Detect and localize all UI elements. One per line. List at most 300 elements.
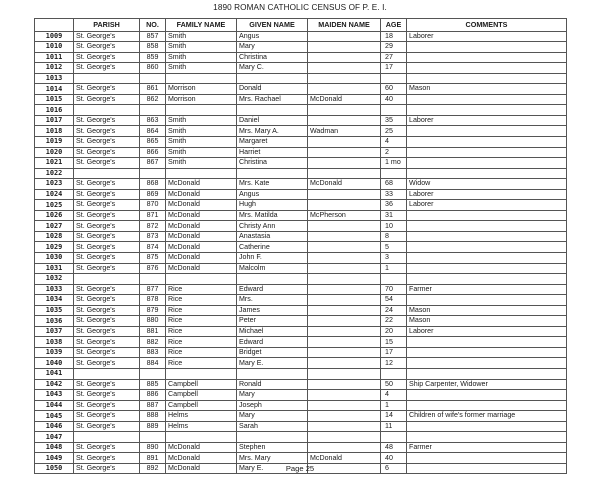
household-number-cell: 883 bbox=[140, 347, 166, 358]
given-name-cell: Michael bbox=[237, 326, 308, 337]
household-number-cell: 891 bbox=[140, 453, 166, 464]
given-name-cell: Daniel bbox=[237, 115, 308, 126]
table-row bbox=[35, 453, 567, 464]
family-name-cell: Rice bbox=[166, 295, 237, 306]
household-number-cell: 892 bbox=[140, 463, 166, 474]
family-name-cell: Campbell bbox=[166, 390, 237, 401]
parish-cell: St. George's bbox=[74, 158, 140, 169]
comments-cell: Laborer bbox=[407, 189, 567, 200]
parish-cell: St. George's bbox=[74, 126, 140, 137]
table-row bbox=[35, 126, 567, 137]
comments-cell bbox=[407, 158, 567, 169]
census-table bbox=[34, 18, 567, 474]
record-number-cell: 1020 bbox=[35, 147, 74, 158]
household-number-cell: 885 bbox=[140, 379, 166, 390]
age-cell: 25 bbox=[381, 126, 407, 137]
record-number-cell: 1027 bbox=[35, 221, 74, 232]
table-row bbox=[35, 390, 567, 401]
maiden-name-cell bbox=[308, 115, 381, 126]
column-header-family-name: FAMILY NAME bbox=[166, 19, 237, 32]
parish-cell: St. George's bbox=[74, 221, 140, 232]
given-name-cell: Anastasia bbox=[237, 231, 308, 242]
table-row bbox=[35, 274, 567, 285]
age-cell: 1 bbox=[381, 263, 407, 274]
record-number-cell: 1017 bbox=[35, 115, 74, 126]
record-number-cell: 1040 bbox=[35, 358, 74, 369]
record-number-cell: 1014 bbox=[35, 84, 74, 95]
table-header bbox=[35, 19, 567, 32]
age-cell: 3 bbox=[381, 252, 407, 263]
page-title: 1890 ROMAN CATHOLIC CENSUS OF P. E. I. bbox=[213, 3, 387, 12]
parish-cell bbox=[74, 168, 140, 179]
maiden-name-cell bbox=[308, 105, 381, 116]
column-header-given-name: GIVEN NAME bbox=[237, 19, 308, 32]
household-number-cell: 872 bbox=[140, 221, 166, 232]
maiden-name-cell bbox=[308, 221, 381, 232]
age-cell: 17 bbox=[381, 347, 407, 358]
maiden-name-cell bbox=[308, 284, 381, 295]
table-row bbox=[35, 347, 567, 358]
given-name-cell: Mary bbox=[237, 390, 308, 401]
given-name-cell bbox=[237, 73, 308, 84]
family-name-cell: Smith bbox=[166, 147, 237, 158]
given-name-cell bbox=[237, 274, 308, 285]
parish-cell: St. George's bbox=[74, 147, 140, 158]
household-number-cell: 863 bbox=[140, 115, 166, 126]
family-name-cell: McDonald bbox=[166, 221, 237, 232]
comments-cell bbox=[407, 295, 567, 306]
parish-cell: St. George's bbox=[74, 411, 140, 422]
given-name-cell: Christy Ann bbox=[237, 221, 308, 232]
table-row bbox=[35, 200, 567, 211]
household-number-cell: 858 bbox=[140, 42, 166, 53]
household-number-cell: 870 bbox=[140, 200, 166, 211]
parish-cell bbox=[74, 369, 140, 380]
household-number-cell: 880 bbox=[140, 316, 166, 327]
table-row bbox=[35, 94, 567, 105]
parish-cell: St. George's bbox=[74, 231, 140, 242]
maiden-name-cell bbox=[308, 432, 381, 443]
record-number-cell: 1034 bbox=[35, 295, 74, 306]
age-cell: 27 bbox=[381, 52, 407, 63]
record-number-cell: 1022 bbox=[35, 168, 74, 179]
given-name-cell: Mary E. bbox=[237, 358, 308, 369]
maiden-name-cell: McPherson bbox=[308, 210, 381, 221]
maiden-name-cell bbox=[308, 168, 381, 179]
maiden-name-cell bbox=[308, 369, 381, 380]
maiden-name-cell bbox=[308, 274, 381, 285]
household-number-cell bbox=[140, 168, 166, 179]
parish-cell: St. George's bbox=[74, 63, 140, 74]
page-number: Page 25 bbox=[285, 464, 315, 473]
comments-cell bbox=[407, 221, 567, 232]
given-name-cell: John F. bbox=[237, 252, 308, 263]
age-cell: 35 bbox=[381, 115, 407, 126]
comments-cell bbox=[407, 42, 567, 53]
record-number-cell: 1049 bbox=[35, 453, 74, 464]
family-name-cell bbox=[166, 168, 237, 179]
maiden-name-cell bbox=[308, 316, 381, 327]
age-cell: 18 bbox=[381, 31, 407, 42]
record-number-cell: 1044 bbox=[35, 400, 74, 411]
age-cell: 54 bbox=[381, 295, 407, 306]
maiden-name-cell bbox=[308, 347, 381, 358]
age-cell: 1 mo bbox=[381, 158, 407, 169]
household-number-cell: 875 bbox=[140, 252, 166, 263]
maiden-name-cell bbox=[308, 42, 381, 53]
comments-cell bbox=[407, 73, 567, 84]
maiden-name-cell bbox=[308, 84, 381, 95]
table-row bbox=[35, 316, 567, 327]
maiden-name-cell bbox=[308, 421, 381, 432]
comments-cell bbox=[407, 347, 567, 358]
comments-cell bbox=[407, 147, 567, 158]
maiden-name-cell bbox=[308, 158, 381, 169]
age-cell: 5 bbox=[381, 242, 407, 253]
family-name-cell: Smith bbox=[166, 63, 237, 74]
maiden-name-cell bbox=[308, 326, 381, 337]
household-number-cell: 864 bbox=[140, 126, 166, 137]
family-name-cell: Helms bbox=[166, 411, 237, 422]
comments-cell bbox=[407, 369, 567, 380]
household-number-cell: 867 bbox=[140, 158, 166, 169]
age-cell: 11 bbox=[381, 421, 407, 432]
maiden-name-cell bbox=[308, 200, 381, 211]
comments-cell: Mason bbox=[407, 305, 567, 316]
record-number-cell: 1025 bbox=[35, 200, 74, 211]
given-name-cell: Edward bbox=[237, 337, 308, 348]
age-cell: 2 bbox=[381, 147, 407, 158]
parish-cell: St. George's bbox=[74, 136, 140, 147]
record-number-cell: 1045 bbox=[35, 411, 74, 422]
given-name-cell: Mrs. Mary A. bbox=[237, 126, 308, 137]
record-number-cell: 1011 bbox=[35, 52, 74, 63]
record-number-cell: 1019 bbox=[35, 136, 74, 147]
household-number-cell: 876 bbox=[140, 263, 166, 274]
table-row bbox=[35, 115, 567, 126]
parish-cell: St. George's bbox=[74, 189, 140, 200]
comments-cell bbox=[407, 210, 567, 221]
comments-cell bbox=[407, 421, 567, 432]
comments-cell: Farmer bbox=[407, 284, 567, 295]
table-row bbox=[35, 263, 567, 274]
family-name-cell: Rice bbox=[166, 316, 237, 327]
family-name-cell bbox=[166, 73, 237, 84]
age-cell bbox=[381, 274, 407, 285]
parish-cell bbox=[74, 73, 140, 84]
record-number-cell: 1029 bbox=[35, 242, 74, 253]
comments-cell bbox=[407, 242, 567, 253]
age-cell: 14 bbox=[381, 411, 407, 422]
family-name-cell: Smith bbox=[166, 42, 237, 53]
given-name-cell: Sarah bbox=[237, 421, 308, 432]
parish-cell: St. George's bbox=[74, 200, 140, 211]
column-header-comments: COMMENTS bbox=[407, 19, 567, 32]
comments-cell bbox=[407, 337, 567, 348]
given-name-cell: Edward bbox=[237, 284, 308, 295]
parish-cell: St. George's bbox=[74, 358, 140, 369]
maiden-name-cell bbox=[308, 263, 381, 274]
table-row bbox=[35, 337, 567, 348]
maiden-name-cell bbox=[308, 136, 381, 147]
table-row bbox=[35, 295, 567, 306]
column-header-age: AGE bbox=[381, 19, 407, 32]
maiden-name-cell: McDonald bbox=[308, 453, 381, 464]
table-row bbox=[35, 305, 567, 316]
age-cell bbox=[381, 432, 407, 443]
maiden-name-cell bbox=[308, 189, 381, 200]
given-name-cell: Mrs. Kate bbox=[237, 179, 308, 190]
household-number-cell: 888 bbox=[140, 411, 166, 422]
age-cell: 15 bbox=[381, 337, 407, 348]
given-name-cell: Bridget bbox=[237, 347, 308, 358]
comments-cell bbox=[407, 136, 567, 147]
record-number-cell: 1050 bbox=[35, 463, 74, 474]
family-name-cell bbox=[166, 105, 237, 116]
family-name-cell: Rice bbox=[166, 284, 237, 295]
household-number-cell: 873 bbox=[140, 231, 166, 242]
maiden-name-cell bbox=[308, 295, 381, 306]
comments-cell: Laborer bbox=[407, 31, 567, 42]
parish-cell: St. George's bbox=[74, 179, 140, 190]
table-row bbox=[35, 147, 567, 158]
parish-cell: St. George's bbox=[74, 463, 140, 474]
family-name-cell bbox=[166, 274, 237, 285]
table-row bbox=[35, 42, 567, 53]
given-name-cell: Margaret bbox=[237, 136, 308, 147]
given-name-cell: Angus bbox=[237, 189, 308, 200]
parish-cell: St. George's bbox=[74, 421, 140, 432]
parish-cell: St. George's bbox=[74, 295, 140, 306]
family-name-cell: Smith bbox=[166, 136, 237, 147]
household-number-cell bbox=[140, 274, 166, 285]
parish-cell: St. George's bbox=[74, 42, 140, 53]
parish-cell bbox=[74, 432, 140, 443]
maiden-name-cell bbox=[308, 390, 381, 401]
parish-cell: St. George's bbox=[74, 453, 140, 464]
family-name-cell: Smith bbox=[166, 52, 237, 63]
family-name-cell: McDonald bbox=[166, 210, 237, 221]
table-row bbox=[35, 31, 567, 42]
comments-cell bbox=[407, 252, 567, 263]
record-number-cell: 1024 bbox=[35, 189, 74, 200]
maiden-name-cell bbox=[308, 147, 381, 158]
given-name-cell: Ronald bbox=[237, 379, 308, 390]
maiden-name-cell bbox=[308, 379, 381, 390]
parish-cell: St. George's bbox=[74, 284, 140, 295]
comments-cell: Laborer bbox=[407, 326, 567, 337]
table-row bbox=[35, 136, 567, 147]
maiden-name-cell bbox=[308, 411, 381, 422]
parish-cell: St. George's bbox=[74, 252, 140, 263]
given-name-cell: Stephen bbox=[237, 442, 308, 453]
record-number-cell: 1032 bbox=[35, 274, 74, 285]
maiden-name-cell bbox=[308, 242, 381, 253]
record-number-cell: 1035 bbox=[35, 305, 74, 316]
age-cell: 40 bbox=[381, 94, 407, 105]
record-number-cell: 1012 bbox=[35, 63, 74, 74]
table-row bbox=[35, 52, 567, 63]
table-row bbox=[35, 158, 567, 169]
family-name-cell: McDonald bbox=[166, 463, 237, 474]
given-name-cell bbox=[237, 105, 308, 116]
comments-cell bbox=[407, 274, 567, 285]
age-cell bbox=[381, 73, 407, 84]
household-number-cell: 878 bbox=[140, 295, 166, 306]
age-cell: 20 bbox=[381, 326, 407, 337]
family-name-cell: McDonald bbox=[166, 263, 237, 274]
table-row bbox=[35, 231, 567, 242]
comments-cell bbox=[407, 63, 567, 74]
record-number-cell: 1038 bbox=[35, 337, 74, 348]
family-name-cell: Morrison bbox=[166, 84, 237, 95]
comments-cell: Mason bbox=[407, 84, 567, 95]
household-number-cell: 857 bbox=[140, 31, 166, 42]
given-name-cell: Angus bbox=[237, 31, 308, 42]
household-number-cell bbox=[140, 105, 166, 116]
age-cell: 70 bbox=[381, 284, 407, 295]
age-cell: 29 bbox=[381, 42, 407, 53]
age-cell: 48 bbox=[381, 442, 407, 453]
family-name-cell: Morrison bbox=[166, 94, 237, 105]
table-row bbox=[35, 63, 567, 74]
maiden-name-cell: McDonald bbox=[308, 179, 381, 190]
household-number-cell bbox=[140, 369, 166, 380]
comments-cell bbox=[407, 432, 567, 443]
age-cell: 22 bbox=[381, 316, 407, 327]
parish-cell: St. George's bbox=[74, 31, 140, 42]
record-number-cell: 1042 bbox=[35, 379, 74, 390]
given-name-cell: Catherine bbox=[237, 242, 308, 253]
parish-cell: St. George's bbox=[74, 316, 140, 327]
record-number-cell: 1026 bbox=[35, 210, 74, 221]
given-name-cell: Malcolm bbox=[237, 263, 308, 274]
table-row bbox=[35, 189, 567, 200]
comments-cell: Laborer bbox=[407, 115, 567, 126]
family-name-cell: McDonald bbox=[166, 242, 237, 253]
household-number-cell: 871 bbox=[140, 210, 166, 221]
household-number-cell: 882 bbox=[140, 337, 166, 348]
given-name-cell: Mary E. bbox=[237, 463, 308, 474]
family-name-cell: Rice bbox=[166, 347, 237, 358]
given-name-cell: Hugh bbox=[237, 200, 308, 211]
table-body bbox=[35, 31, 567, 474]
given-name-cell: Mary bbox=[237, 42, 308, 53]
family-name-cell: McDonald bbox=[166, 179, 237, 190]
record-number-cell: 1030 bbox=[35, 252, 74, 263]
maiden-name-cell bbox=[308, 358, 381, 369]
given-name-cell bbox=[237, 432, 308, 443]
parish-cell: St. George's bbox=[74, 337, 140, 348]
given-name-cell: Harriet bbox=[237, 147, 308, 158]
age-cell: 40 bbox=[381, 453, 407, 464]
record-number-cell: 1039 bbox=[35, 347, 74, 358]
record-number-cell: 1033 bbox=[35, 284, 74, 295]
household-number-cell: 861 bbox=[140, 84, 166, 95]
record-number-cell: 1013 bbox=[35, 73, 74, 84]
record-number-cell: 1010 bbox=[35, 42, 74, 53]
record-number-cell: 1016 bbox=[35, 105, 74, 116]
household-number-cell: 862 bbox=[140, 94, 166, 105]
household-number-cell: 881 bbox=[140, 326, 166, 337]
maiden-name-cell bbox=[308, 252, 381, 263]
maiden-name-cell bbox=[308, 73, 381, 84]
household-number-cell: 886 bbox=[140, 390, 166, 401]
household-number-cell: 887 bbox=[140, 400, 166, 411]
age-cell: 8 bbox=[381, 231, 407, 242]
table-row bbox=[35, 73, 567, 84]
given-name-cell: Donald bbox=[237, 84, 308, 95]
record-number-cell: 1041 bbox=[35, 369, 74, 380]
record-number-cell: 1047 bbox=[35, 432, 74, 443]
given-name-cell: Mary C. bbox=[237, 63, 308, 74]
family-name-cell: Rice bbox=[166, 337, 237, 348]
record-number-cell: 1036 bbox=[35, 316, 74, 327]
age-cell: 50 bbox=[381, 379, 407, 390]
table-row bbox=[35, 421, 567, 432]
maiden-name-cell: McDonald bbox=[308, 94, 381, 105]
comments-cell bbox=[407, 390, 567, 401]
household-number-cell: 884 bbox=[140, 358, 166, 369]
household-number-cell: 860 bbox=[140, 63, 166, 74]
family-name-cell: McDonald bbox=[166, 200, 237, 211]
parish-cell: St. George's bbox=[74, 115, 140, 126]
parish-cell: St. George's bbox=[74, 52, 140, 63]
comments-cell bbox=[407, 105, 567, 116]
parish-cell: St. George's bbox=[74, 242, 140, 253]
parish-cell: St. George's bbox=[74, 210, 140, 221]
age-cell: 1 bbox=[381, 400, 407, 411]
record-number-cell: 1009 bbox=[35, 31, 74, 42]
given-name-cell: Joseph bbox=[237, 400, 308, 411]
family-name-cell: McDonald bbox=[166, 252, 237, 263]
age-cell: 12 bbox=[381, 358, 407, 369]
family-name-cell: Helms bbox=[166, 421, 237, 432]
maiden-name-cell: Wadman bbox=[308, 126, 381, 137]
household-number-cell: 865 bbox=[140, 136, 166, 147]
record-number-cell: 1046 bbox=[35, 421, 74, 432]
table-row bbox=[35, 358, 567, 369]
maiden-name-cell bbox=[308, 52, 381, 63]
age-cell: 33 bbox=[381, 189, 407, 200]
given-name-cell: Mrs. Matilda bbox=[237, 210, 308, 221]
table-row bbox=[35, 210, 567, 221]
table-row bbox=[35, 432, 567, 443]
parish-cell: St. George's bbox=[74, 305, 140, 316]
record-number-cell: 1018 bbox=[35, 126, 74, 137]
record-number-cell: 1015 bbox=[35, 94, 74, 105]
record-number-cell: 1028 bbox=[35, 231, 74, 242]
household-number-cell: 868 bbox=[140, 179, 166, 190]
age-cell: 60 bbox=[381, 84, 407, 95]
maiden-name-cell bbox=[308, 337, 381, 348]
family-name-cell: Campbell bbox=[166, 400, 237, 411]
table-row bbox=[35, 369, 567, 380]
record-number-cell: 1023 bbox=[35, 179, 74, 190]
parish-cell bbox=[74, 274, 140, 285]
given-name-cell: Christina bbox=[237, 52, 308, 63]
comments-cell bbox=[407, 231, 567, 242]
family-name-cell bbox=[166, 369, 237, 380]
comments-cell bbox=[407, 263, 567, 274]
given-name-cell bbox=[237, 369, 308, 380]
family-name-cell: McDonald bbox=[166, 231, 237, 242]
age-cell: 4 bbox=[381, 390, 407, 401]
household-number-cell: 890 bbox=[140, 442, 166, 453]
household-number-cell: 877 bbox=[140, 284, 166, 295]
parish-cell: St. George's bbox=[74, 390, 140, 401]
household-number-cell: 869 bbox=[140, 189, 166, 200]
